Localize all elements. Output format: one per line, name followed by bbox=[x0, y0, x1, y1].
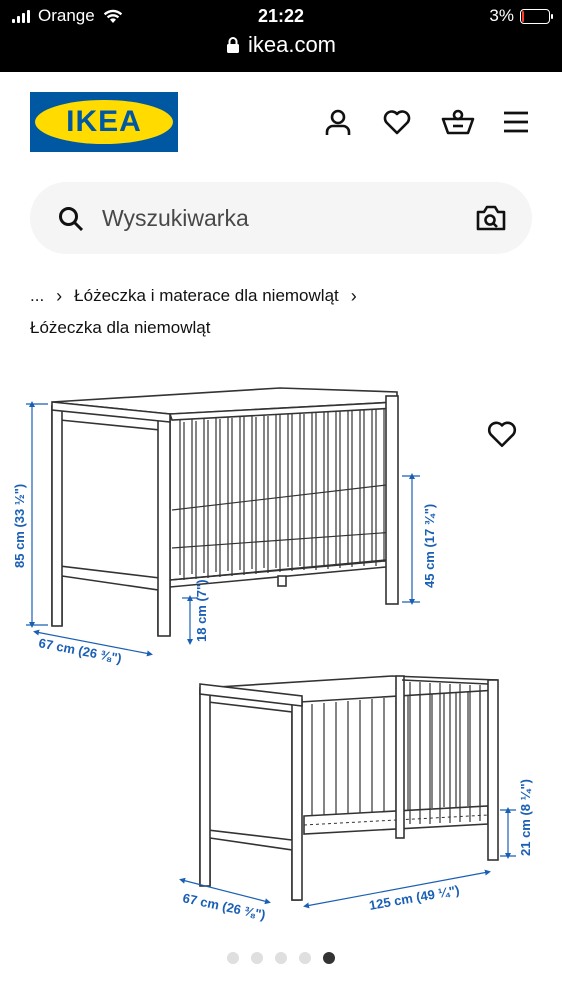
logo-text: IKEA bbox=[66, 105, 142, 138]
add-to-favourites-icon[interactable] bbox=[486, 418, 518, 450]
carousel-dot[interactable] bbox=[251, 952, 263, 964]
product-dimension-image[interactable] bbox=[0, 380, 562, 940]
carrier-name: Orange bbox=[38, 6, 95, 25]
status-bar bbox=[0, 0, 562, 72]
lock-icon bbox=[226, 36, 240, 54]
user-icon[interactable] bbox=[322, 106, 354, 138]
dim-height-total: 85 cm (33 ½") bbox=[12, 483, 27, 568]
url-text: ikea.com bbox=[247, 32, 337, 57]
heart-icon[interactable] bbox=[381, 106, 413, 138]
url-bar[interactable] bbox=[0, 32, 562, 58]
breadcrumb-current[interactable]: Łóżeczka dla niemowląt bbox=[30, 318, 211, 337]
search-input[interactable] bbox=[102, 182, 462, 254]
clock: 21:22 bbox=[257, 6, 305, 26]
chevron-right-icon: › bbox=[350, 286, 357, 306]
carousel-dot[interactable] bbox=[299, 952, 311, 964]
site-header bbox=[0, 72, 562, 172]
dim-depth-bottom: 67 cm (26 ⅜") bbox=[181, 890, 267, 923]
carousel-dot[interactable] bbox=[227, 952, 239, 964]
battery-icon bbox=[520, 9, 550, 24]
dim-floor-clearance: 18 cm (7") bbox=[194, 579, 209, 642]
camera-search-icon[interactable] bbox=[476, 204, 506, 232]
carousel-dot[interactable] bbox=[323, 952, 335, 964]
dim-depth-top: 67 cm (26 ⅜") bbox=[37, 635, 123, 667]
search-bar[interactable] bbox=[30, 182, 532, 254]
breadcrumb-ellipsis[interactable]: ... bbox=[30, 286, 45, 305]
battery-percent: 3% bbox=[489, 6, 514, 25]
chevron-right-icon: › bbox=[56, 286, 63, 306]
breadcrumb-parent-link[interactable]: Łóżeczka i materace dla niemowląt bbox=[74, 286, 339, 305]
search-icon[interactable] bbox=[58, 206, 84, 232]
ikea-logo[interactable] bbox=[30, 92, 178, 152]
battery-level bbox=[522, 11, 524, 22]
breadcrumb bbox=[30, 280, 530, 344]
menu-icon[interactable] bbox=[500, 106, 532, 138]
dim-length: 125 cm (49 ¼") bbox=[367, 882, 461, 913]
carousel-dot[interactable] bbox=[275, 952, 287, 964]
dim-side-height: 45 cm (17 ¾") bbox=[422, 503, 437, 588]
basket-icon[interactable] bbox=[440, 106, 476, 138]
image-carousel-dots[interactable] bbox=[0, 952, 562, 964]
dim-base-height: 21 cm (8 ¼") bbox=[518, 779, 533, 856]
